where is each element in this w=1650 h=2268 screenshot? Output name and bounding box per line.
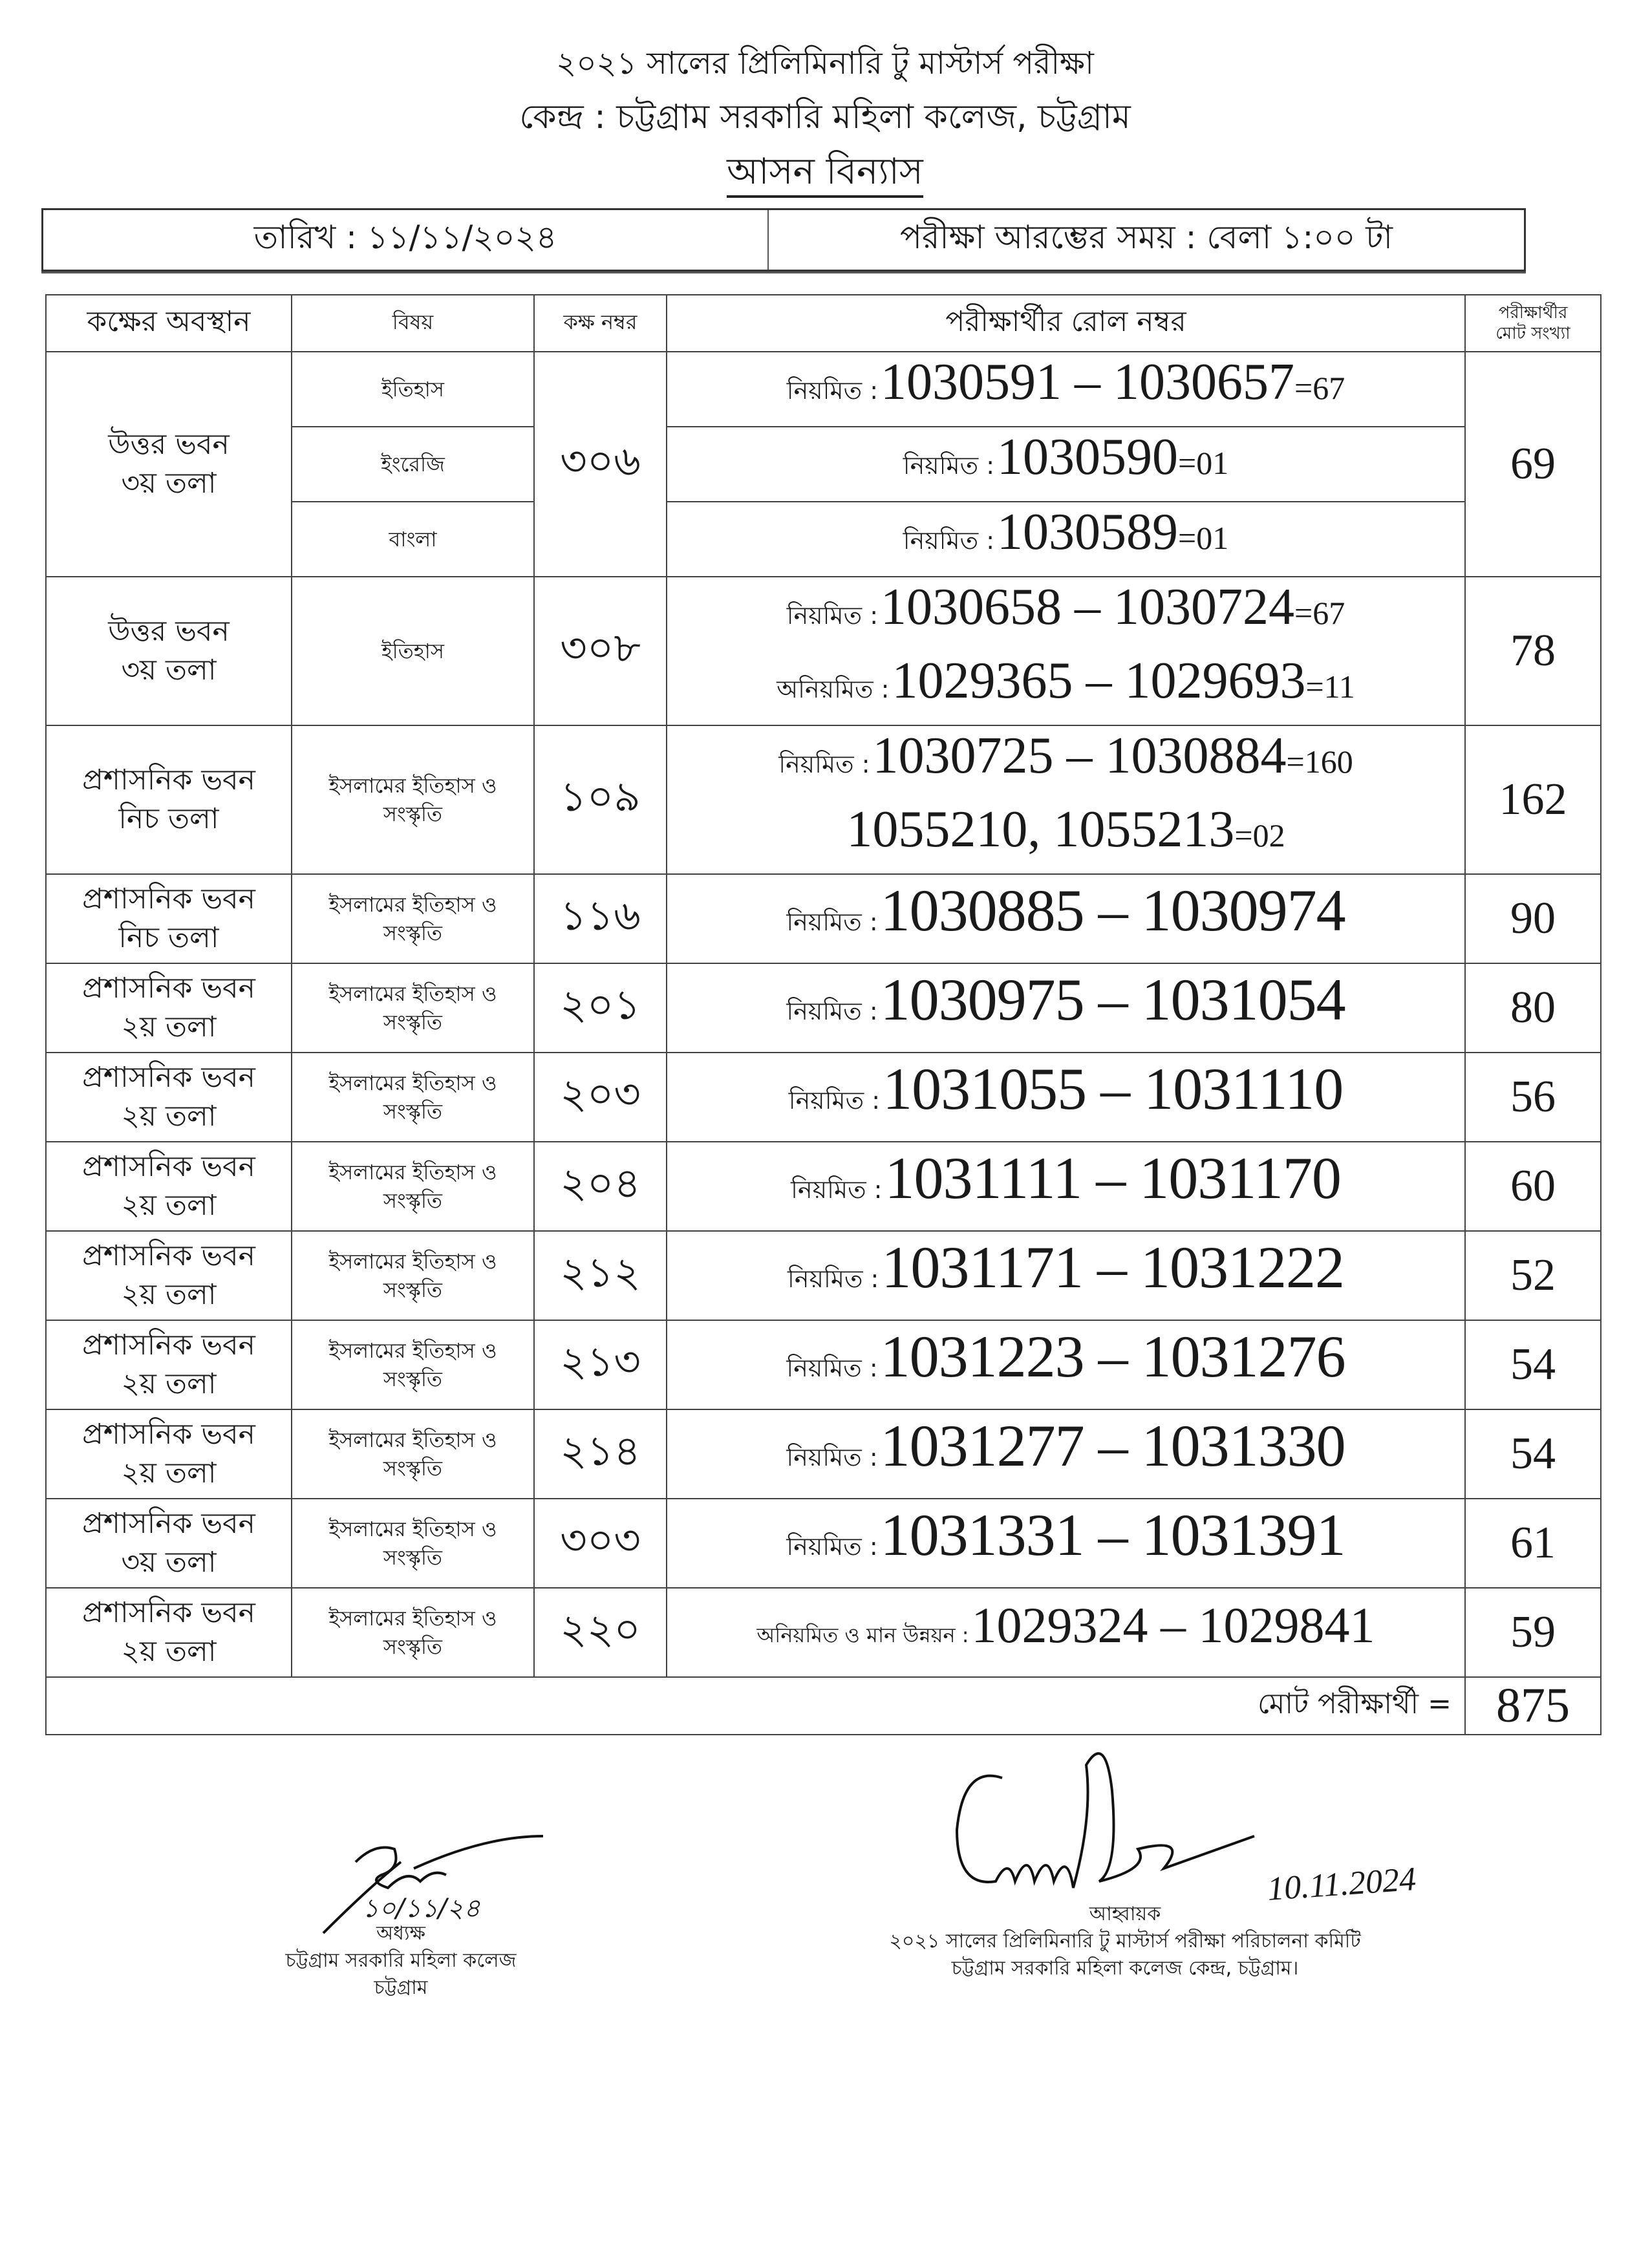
- roll-range: [667, 725, 1465, 874]
- room-location: [46, 1409, 292, 1499]
- room-number: ২১২: [534, 1231, 667, 1320]
- roll-count: =160: [1286, 744, 1353, 780]
- col-header-room: কক্ষ নম্বর: [534, 295, 667, 352]
- seat-plan-heading: আসন বিন্যাস: [727, 151, 923, 198]
- subject: ইংরেজি: [292, 427, 534, 502]
- subject: [292, 1053, 534, 1142]
- table-row: [46, 1320, 1601, 1409]
- room-location: [46, 1499, 292, 1588]
- roll-numbers: 1030725 – 1030884: [872, 727, 1287, 784]
- convener-committee: ২০২১ সালের প্রিলিমিনারি টু মাস্টার্স পরীক্ষা পরিচালনা কমিটি: [889, 1930, 1361, 1952]
- room-number: ৩০৬: [534, 352, 667, 577]
- building: প্রশাসনিক ভবন: [82, 1061, 255, 1094]
- roll-count: =02: [1234, 817, 1285, 853]
- exam-date: তারিখ : ১১/১১/২০২৪: [43, 210, 769, 270]
- candidate-total: 90: [1465, 874, 1601, 963]
- candidate-total: 69: [1465, 352, 1601, 577]
- subject: [292, 1409, 534, 1499]
- col-header-subject: বিষয়: [292, 295, 534, 352]
- room-location: [46, 577, 292, 725]
- roll-type-label: নিয়মিত :: [903, 526, 995, 555]
- candidate-total: 54: [1465, 1320, 1601, 1409]
- grand-total-row: [46, 1677, 1601, 1735]
- subject-line: ইসলামের ইতিহাস ও: [328, 1160, 497, 1184]
- roll-range: [667, 1231, 1465, 1320]
- roll-count: =01: [1178, 445, 1229, 481]
- building: প্রশাসনিক ভবন: [82, 764, 255, 797]
- building: প্রশাসনিক ভবন: [82, 1596, 255, 1629]
- roll-range: [667, 1499, 1465, 1588]
- roll-numbers: 1031331 – 1031391: [880, 1501, 1345, 1568]
- room-location: [46, 874, 292, 963]
- floor: ২য় তলা: [121, 1635, 217, 1668]
- roll-range: [667, 502, 1465, 577]
- floor: ২য় তলা: [121, 1278, 217, 1311]
- room-number: ৩০৩: [534, 1499, 667, 1588]
- roll-type-label: নিয়মিত :: [786, 1442, 878, 1471]
- roll-numbers: 1029365 – 1029693: [892, 652, 1306, 709]
- roll-numbers: 1030975 – 1031054: [880, 966, 1345, 1032]
- table-row: [46, 1409, 1601, 1499]
- building: প্রশাসনিক ভবন: [82, 1239, 255, 1272]
- floor: ৩য় তলা: [121, 654, 217, 687]
- subject: [292, 725, 534, 874]
- floor: ২য় তলা: [121, 1367, 217, 1400]
- room-number: ২০৪: [534, 1142, 667, 1231]
- room-location: [46, 725, 292, 874]
- candidate-total: 60: [1465, 1142, 1601, 1231]
- building: প্রশাসনিক ভবন: [82, 1329, 255, 1362]
- roll-range: [667, 1142, 1465, 1231]
- subject-line: সংস্কৃতি: [383, 1099, 443, 1124]
- room-location: [46, 352, 292, 577]
- roll-count: =67: [1294, 595, 1345, 631]
- roll-type-label: নিয়মিত :: [791, 1175, 883, 1204]
- exam-center: কেন্দ্র : চট্টগ্রাম সরকারি মহিলা কলেজ, চট্টগ্রাম: [519, 98, 1131, 136]
- roll-type-label: নিয়মিত :: [786, 601, 879, 630]
- candidate-total: 78: [1465, 577, 1601, 725]
- col-header-total-line2: মোট সংখ্যা: [1495, 324, 1570, 343]
- subject-line: ইসলামের ইতিহাস ও: [328, 1338, 497, 1363]
- candidate-total: 59: [1465, 1588, 1601, 1677]
- candidate-total: 54: [1465, 1409, 1601, 1499]
- principal-block: [246, 1920, 556, 2002]
- table-row: [46, 874, 1601, 963]
- room-number: ২০৩: [534, 1053, 667, 1142]
- subject: [292, 1142, 534, 1231]
- roll-range: [667, 577, 1465, 725]
- subject-line: ইসলামের ইতিহাস ও: [328, 892, 497, 917]
- floor: ২য় তলা: [121, 1100, 217, 1133]
- building: প্রশাসনিক ভবন: [82, 1150, 255, 1183]
- building: উত্তর ভবন: [108, 428, 230, 461]
- floor: ২য় তলা: [121, 1011, 217, 1043]
- table-row: [46, 352, 1601, 427]
- building: প্রশাসনিক ভবন: [82, 1418, 255, 1451]
- subject-line: ইসলামের ইতিহাস ও: [328, 773, 497, 798]
- roll-range: [667, 963, 1465, 1053]
- building: উত্তর ভবন: [108, 615, 230, 648]
- convener-sign-date: 10.11.2024: [1266, 1861, 1417, 1908]
- principal-city: চট্টগ্রাম: [374, 1976, 428, 1999]
- room-number: ২০১: [534, 963, 667, 1053]
- subject: বাংলা: [292, 502, 534, 577]
- roll-type-label: নিয়মিত :: [786, 1353, 878, 1382]
- subject-line: সংস্কৃতি: [383, 802, 443, 826]
- subject: [292, 874, 534, 963]
- roll-type-label: অনিয়মিত :: [777, 675, 890, 703]
- roll-numbers: 1030591 – 1030657: [881, 354, 1295, 411]
- room-number: ১১৬: [534, 874, 667, 963]
- roll-type-label: নিয়মিত :: [786, 376, 879, 405]
- grand-total-value: 875: [1465, 1677, 1601, 1735]
- subject: [292, 1231, 534, 1320]
- roll-numbers: 1031171 – 1031222: [881, 1234, 1344, 1300]
- convener-title: আহ্বায়ক: [1089, 1903, 1161, 1925]
- roll-range: [667, 352, 1465, 427]
- floor: ২য় তলা: [121, 1189, 217, 1222]
- seat-plan-table: [45, 294, 1602, 1735]
- subject-line: সংস্কৃতি: [383, 1367, 443, 1391]
- roll-range: [667, 1409, 1465, 1499]
- room-location: [46, 1588, 292, 1677]
- col-header-location: কক্ষের অবস্থান: [46, 295, 292, 352]
- room-location: [46, 1320, 292, 1409]
- room-number: ২২০: [534, 1588, 667, 1677]
- subject-line: ইসলামের ইতিহাস ও: [328, 981, 497, 1006]
- subject: ইতিহাস: [292, 352, 534, 427]
- table-header-row: [46, 295, 1601, 352]
- candidate-total: 52: [1465, 1231, 1601, 1320]
- table-row: [46, 1499, 1601, 1588]
- exam-start-time: পরীক্ষা আরম্ভের সময় : বেলা ১:০০ টা: [899, 218, 1393, 256]
- roll-range: [667, 874, 1465, 963]
- principal-institution: চট্টগ্রাম সরকারি মহিলা কলেজ: [285, 1949, 517, 1972]
- col-header-roll: পরীক্ষার্থীর রোল নম্বর: [667, 295, 1465, 352]
- subject-line: ইসলামের ইতিহাস ও: [328, 1249, 497, 1274]
- table-row: [46, 725, 1601, 874]
- roll-numbers: 1029324 – 1029841: [971, 1597, 1375, 1653]
- subject-line: সংস্কৃতি: [383, 1545, 443, 1570]
- subject-line: ইসলামের ইতিহাস ও: [328, 1071, 497, 1095]
- exam-info-box: [41, 208, 1526, 272]
- principal-sign-date: ১০/১১/২৪: [362, 1894, 480, 1923]
- room-number: ২১৩: [534, 1320, 667, 1409]
- grand-total-label: মোট পরীক্ষার্থী =: [46, 1677, 1465, 1735]
- table-row: [46, 963, 1601, 1053]
- subject-line: সংস্কৃতি: [383, 1188, 443, 1213]
- principal-title: অধ্যক্ষ: [376, 1922, 425, 1945]
- col-header-total-line1: পরীক্ষার্থীর: [1498, 303, 1568, 323]
- subject: ইতিহাস: [292, 577, 534, 725]
- floor: ৩য় তলা: [121, 467, 217, 500]
- roll-type-label: নিয়মিত :: [786, 996, 878, 1025]
- roll-count: =11: [1305, 669, 1355, 705]
- convener-center: চট্টগ্রাম সরকারি মহিলা কলেজ কেন্দ্র, চট্টগ্রাম।: [951, 1957, 1299, 1980]
- room-location: [46, 1142, 292, 1231]
- roll-numbers: 1031111 – 1031170: [884, 1144, 1341, 1211]
- convener-block: [834, 1901, 1416, 1982]
- room-location: [46, 1231, 292, 1320]
- roll-type-label: নিয়মিত :: [786, 1532, 878, 1561]
- page-title: [0, 144, 1650, 204]
- room-number: ১০৯: [534, 725, 667, 874]
- roll-type-label: নিয়মিত :: [788, 1086, 881, 1115]
- exam-title: ২০২১ সালের প্রিলিমিনারি টু মাস্টার্স পরীক্ষা: [556, 45, 1094, 81]
- subject-line: ইসলামের ইতিহাস ও: [328, 1428, 497, 1452]
- room-number: ২১৪: [534, 1409, 667, 1499]
- subject-line: ইসলামের ইতিহাস ও: [328, 1606, 497, 1631]
- subject-line: সংস্কৃতি: [383, 1278, 443, 1302]
- subject-line: সংস্কৃতি: [383, 921, 443, 945]
- candidate-total: 56: [1465, 1053, 1601, 1142]
- roll-numbers: 1030885 – 1030974: [880, 877, 1345, 943]
- roll-numbers: 1055210, 1055213: [846, 801, 1235, 858]
- floor: ২য় তলা: [121, 1457, 217, 1490]
- roll-count: =67: [1294, 370, 1345, 406]
- roll-range: [667, 1588, 1465, 1677]
- room-number: ৩০৮: [534, 577, 667, 725]
- table-row: [46, 577, 1601, 725]
- roll-range: [667, 1320, 1465, 1409]
- subject-line: সংস্কৃতি: [383, 1634, 443, 1659]
- roll-type-label: নিয়মিত :: [786, 907, 878, 936]
- roll-numbers: 1031223 – 1031276: [880, 1323, 1345, 1389]
- convener-signature: [944, 1739, 1306, 1907]
- roll-type-label: নিয়মিত :: [903, 451, 995, 480]
- subject: [292, 1499, 534, 1588]
- roll-numbers: 1030590: [997, 429, 1179, 486]
- table-row: [46, 1231, 1601, 1320]
- roll-count: =01: [1178, 520, 1229, 556]
- candidate-total: 80: [1465, 963, 1601, 1053]
- building: প্রশাসনিক ভবন: [82, 1507, 255, 1540]
- candidate-total: 162: [1465, 725, 1601, 874]
- roll-range: [667, 427, 1465, 502]
- floor: নিচ তলা: [118, 921, 219, 954]
- floor: নিচ তলা: [118, 802, 219, 835]
- subject: [292, 1588, 534, 1677]
- roll-numbers: 1031277 – 1031330: [880, 1412, 1345, 1479]
- roll-type-label: অনিয়মিত ও মান উন্নয়ন :: [756, 1623, 969, 1647]
- room-location: [46, 1053, 292, 1142]
- building: প্রশাসনিক ভবন: [82, 972, 255, 1005]
- candidate-total: 61: [1465, 1499, 1601, 1588]
- col-header-total: [1465, 295, 1601, 352]
- subject: [292, 1320, 534, 1409]
- room-location: [46, 963, 292, 1053]
- subject-line: সংস্কৃতি: [383, 1010, 443, 1034]
- table-row: [46, 1588, 1601, 1677]
- roll-numbers: 1031055 – 1031110: [883, 1055, 1344, 1122]
- subject-line: ইসলামের ইতিহাস ও: [328, 1517, 497, 1541]
- subject-line: সংস্কৃতি: [383, 1456, 443, 1481]
- roll-type-label: নিয়মিত :: [778, 750, 870, 778]
- building: প্রশাসনিক ভবন: [82, 883, 255, 915]
- roll-numbers: 1030589: [997, 504, 1179, 561]
- roll-range: [667, 1053, 1465, 1142]
- subject: [292, 963, 534, 1053]
- floor: ৩য় তলা: [121, 1546, 217, 1579]
- table-row: [46, 1053, 1601, 1142]
- roll-numbers: 1030658 – 1030724: [881, 579, 1295, 636]
- roll-type-label: নিয়মিত :: [788, 1264, 879, 1293]
- table-row: [46, 1142, 1601, 1231]
